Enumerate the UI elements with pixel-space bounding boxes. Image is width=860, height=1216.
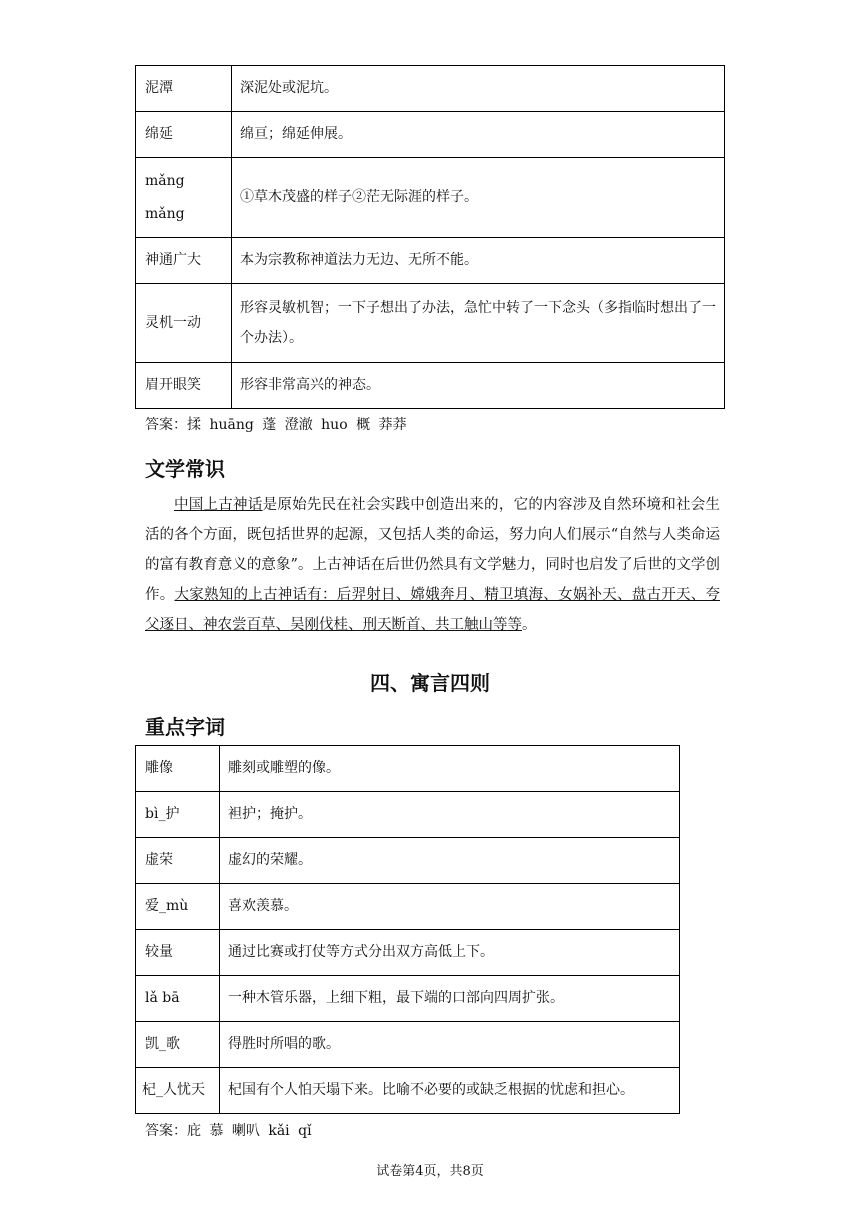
paragraph-text: 是原始先民在社会实践中创造出来的，它的内容涉及自然环境和社会生活的各个方面，既包括世界的起源，又包括人类的命运，努力向人们展示“自然与人类命运的富有教育意义的意象”。上古神话在后世仍然具有文学魅力，同时也启发了后世的文学创作。 (145, 497, 721, 603)
definition-cell: ①草木茂盛的样子②茫无际涯的样子。 (232, 158, 725, 238)
definition-cell: 绵亘；绵延伸展。 (232, 112, 725, 158)
table-row (136, 158, 725, 238)
definition-cell: 虚幻的荣耀。 (220, 838, 680, 884)
term-cell: 泥潭 (136, 66, 232, 112)
section-heading-literature: 文学常识 (145, 457, 225, 481)
table-row (136, 238, 725, 284)
table-row (136, 66, 725, 112)
table-row (136, 284, 725, 363)
term-cell: 爱_mù (136, 884, 220, 930)
definition-cell: 雕刻或雕塑的像。 (220, 746, 680, 792)
table-row (136, 112, 725, 158)
table-row (136, 1068, 680, 1114)
definition-cell: 杞国有个人怕天塌下来。比喻不必要的或缺乏根据的忧虑和担心。 (220, 1068, 680, 1114)
term-cell: 眉开眼笑 (136, 363, 232, 409)
term-cell: 灵机一动 (136, 284, 232, 363)
table-row (136, 363, 725, 409)
definition-cell: 深泥处或泥坑。 (232, 66, 725, 112)
table-row (136, 838, 680, 884)
page-footer: 试卷第4页，共8页 (376, 1164, 484, 1179)
definition-cell: 形容灵敏机智；一下子想出了办法，急忙中转了一下念头（多指临时想出了一个办法）。 (232, 284, 725, 363)
term-cell: 绵延 (136, 112, 232, 158)
chapter-title: 四、寓言四则 (370, 671, 490, 695)
term-cell: 雕像 (136, 746, 220, 792)
definition-cell: 喜欢羡慕。 (220, 884, 680, 930)
underlined-myths-list: 大家熟知的上古神话有：后羿射日、嫦娥奔月、精卫填海、女娲补天、盘古开天、夸父逐日、神农尝百草、吴刚伐桂、刑天断首、共工触山等等 (145, 587, 720, 633)
definition-cell: 一种木管乐器，上细下粗，最下端的口部向四周扩张。 (220, 976, 680, 1022)
vocab-table-1 (135, 65, 725, 409)
section-heading-words: 重点字词 (145, 715, 225, 739)
table-row (136, 792, 680, 838)
paragraph-end: 。 (522, 617, 537, 633)
table-row (136, 1022, 680, 1068)
term-cell: lǎ bā (136, 976, 220, 1022)
definition-cell: 得胜时所唱的歌。 (220, 1022, 680, 1068)
table-row (136, 746, 680, 792)
underlined-term: 中国上古神话 (174, 497, 263, 513)
term-cell: 神通广大 (136, 238, 232, 284)
definition-cell: 形容非常高兴的神态。 (232, 363, 725, 409)
term-cell: 虚荣 (136, 838, 220, 884)
answer-line-2: 答案：庇 慕 喇叭 kǎi qǐ (145, 1123, 312, 1139)
term-cell: 杞_人忧天 (136, 1068, 220, 1114)
definition-cell: 袒护；掩护。 (220, 792, 680, 838)
table-row (136, 884, 680, 930)
term-cell: bì_护 (136, 792, 220, 838)
vocab-table-2 (135, 745, 680, 1114)
table-row (136, 930, 680, 976)
table-row (136, 976, 680, 1022)
term-cell: mǎng mǎng (136, 158, 232, 238)
term-cell: 凯_歌 (136, 1022, 220, 1068)
literature-paragraph (145, 490, 720, 640)
definition-cell: 通过比赛或打仗等方式分出双方高低上下。 (220, 930, 680, 976)
definition-cell: 本为宗教称神道法力无边、无所不能。 (232, 238, 725, 284)
term-cell: 较量 (136, 930, 220, 976)
answer-line-1: 答案：揉 huāng 蓬 澄澈 huo 概 莽莽 (145, 417, 407, 433)
